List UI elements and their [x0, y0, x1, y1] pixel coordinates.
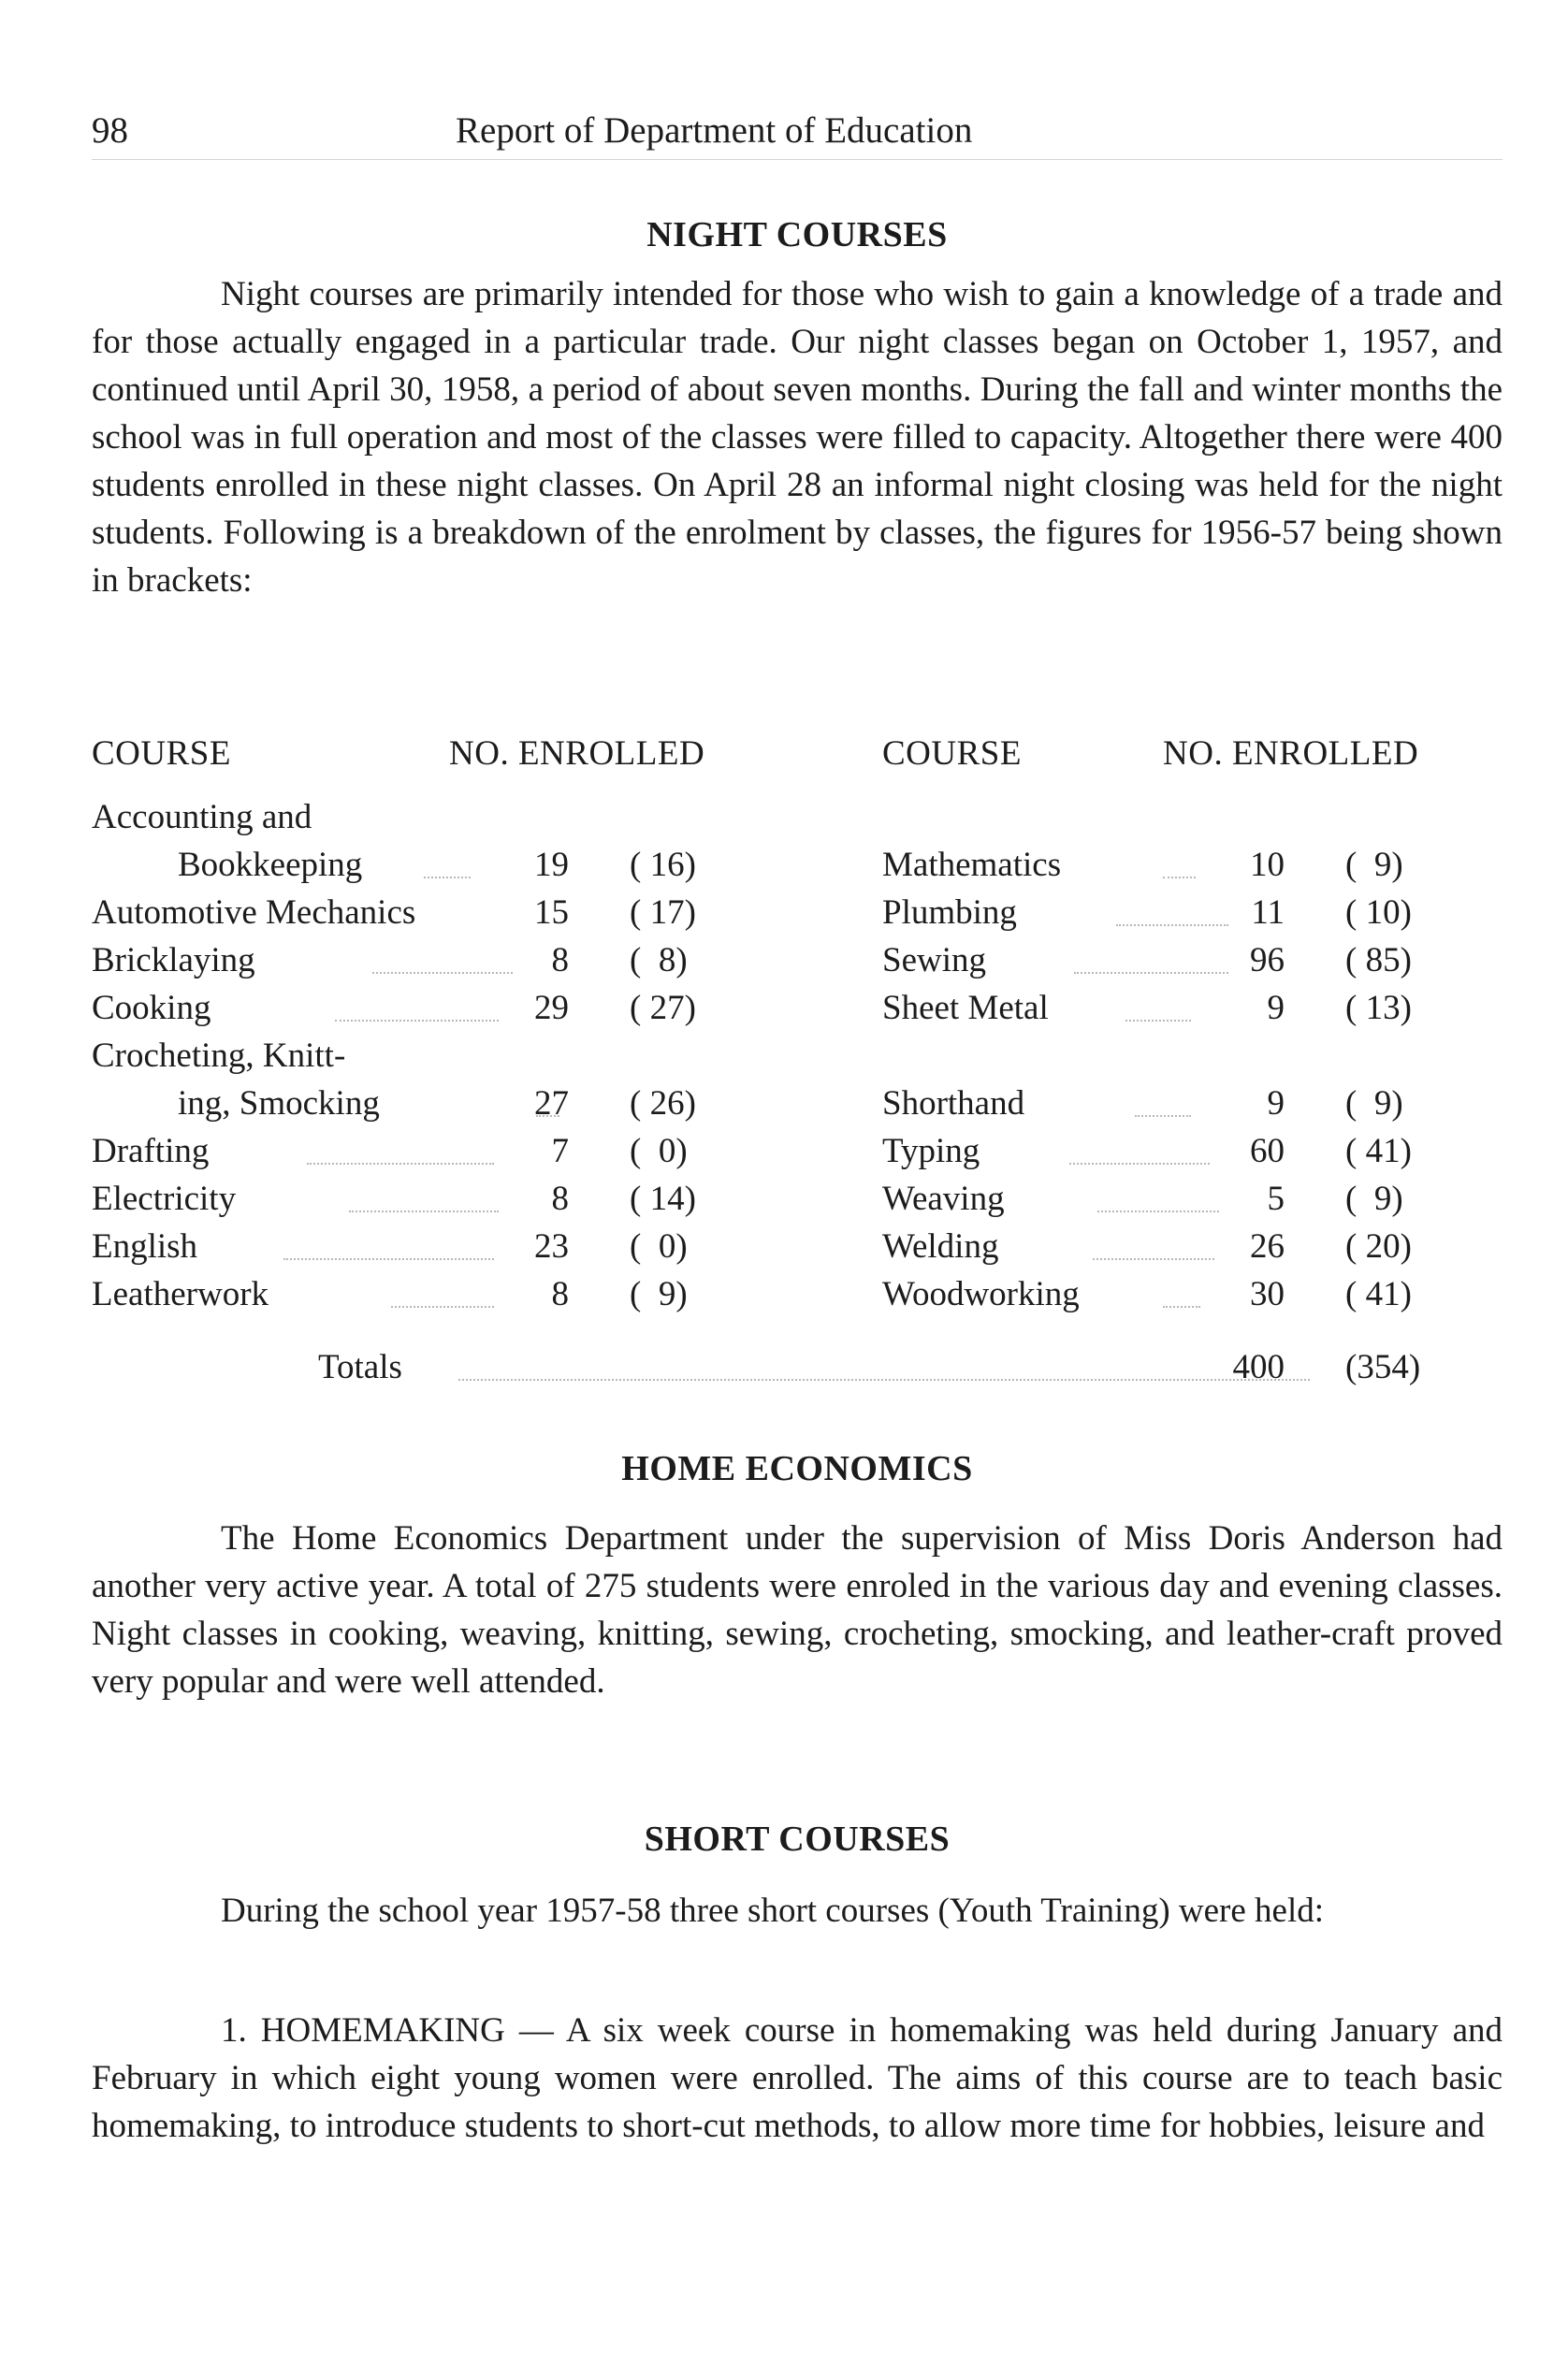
enrolled-count: 9	[1267, 989, 1285, 1027]
enrolled-count: 7	[551, 1132, 569, 1170]
table-row	[92, 1175, 765, 1223]
running-title: Report of Department of Education	[456, 110, 973, 151]
table-row	[92, 1270, 765, 1318]
enrolled-count: 23	[534, 1227, 569, 1266]
night-courses-paragraph: Night courses are primarily intended for those who wish to gain a knowledge of a trade and for those actually engaged in a particular trade. Our night classes began on October 1, 1957, and continued until April 30, 1958, a period of about seven months. During the fall and winter months the school was in full operation and most of the classes were filled to capacity. Altogether there were 400 students enrolled in these night classes. On April 28 an informal night closing was held for the night students. Following is a breakdown of the enrolment by classes, the figures for 1956-57 being shown in brackets:	[92, 275, 1503, 600]
enrolled-count: 19	[534, 846, 569, 884]
col-header-enrolled-left: NO. ENROLLED	[449, 734, 705, 773]
previous-count: ( 27)	[630, 989, 696, 1027]
running-head	[92, 105, 1503, 157]
enrolled-count: 15	[534, 893, 569, 932]
table-row	[92, 841, 765, 889]
previous-count: ( 41)	[1345, 1275, 1412, 1313]
enrolled-count: 29	[534, 989, 569, 1027]
course-name: ing, Smocking	[178, 1084, 380, 1123]
enrolled-count: 27	[534, 1084, 569, 1123]
table-row	[92, 889, 765, 936]
previous-count: ( 9)	[1345, 846, 1403, 884]
header-rule	[92, 159, 1503, 160]
table-row	[882, 1223, 1503, 1270]
enrolled-count: 26	[1250, 1227, 1285, 1266]
totals-row	[92, 1343, 1503, 1391]
course-name: Shorthand	[882, 1084, 1025, 1123]
table-row	[882, 1270, 1503, 1318]
short-courses-heading: SHORT COURSES	[644, 1820, 951, 1859]
table-row	[882, 984, 1503, 1032]
col-header-course-left: COURSE	[92, 734, 231, 773]
page-number: 98	[92, 110, 128, 151]
enrolled-count: 96	[1250, 941, 1285, 979]
course-name: Cooking	[92, 989, 211, 1027]
previous-count: ( 10)	[1345, 893, 1412, 932]
previous-count: ( 9)	[630, 1275, 688, 1313]
previous-count: ( 9)	[1345, 1180, 1403, 1218]
short-courses-intro: During the school year 1957-58 three short courses (Youth Training) were held:	[221, 1892, 1325, 1930]
table-row	[92, 1032, 765, 1080]
course-name: Accounting and	[92, 798, 312, 836]
table-row	[92, 1223, 765, 1270]
course-name: Crocheting, Knitt-	[92, 1037, 346, 1075]
course-name: Woodworking	[882, 1275, 1080, 1313]
enrolled-count: 11	[1251, 893, 1285, 932]
course-name: Drafting	[92, 1132, 210, 1170]
previous-count: ( 85)	[1345, 941, 1412, 979]
course-name: Welding	[882, 1227, 999, 1266]
short-course-item-homemaking: 1. HOMEMAKING — A six week course in homemaking was held during January and February in which eight young women were enrolled. The aims of this course are to teach basic homemaking, to introduce students to short-cut methods, to allow more time for hobbies, leisure and	[92, 2011, 1503, 2145]
table-row	[92, 936, 765, 984]
col-header-enrolled-right: NO. ENROLLED	[1163, 734, 1419, 773]
dot-leader	[372, 972, 513, 974]
table-row	[882, 1127, 1503, 1175]
table-row	[92, 1080, 765, 1127]
course-name: Bookkeeping	[178, 846, 363, 884]
previous-count: ( 41)	[1345, 1132, 1412, 1170]
document-page	[92, 0, 1503, 2378]
previous-count: ( 26)	[630, 1084, 696, 1123]
enrolled-count: 9	[1267, 1084, 1285, 1123]
previous-count: ( 0)	[630, 1132, 688, 1170]
course-name: English	[92, 1227, 198, 1266]
home-economics-paragraph: The Home Economics Department under the supervision of Miss Doris Anderson had another very active year. A total of 275 students were enroled in the various day and evening classes. Night classes in cooking, weaving, knitting, sewing, crocheting, smocking, and leather-craft proved very popular and were well attended.	[92, 1519, 1503, 1701]
table-row	[882, 1175, 1503, 1223]
course-name: Plumbing	[882, 893, 1017, 932]
dot-leader	[283, 1258, 494, 1260]
dot-leader	[307, 1163, 494, 1165]
night-courses-heading: NIGHT COURSES	[646, 215, 948, 254]
previous-count: ( 13)	[1345, 989, 1412, 1027]
table-row	[882, 936, 1503, 984]
enrolled-count: 8	[551, 941, 569, 979]
course-name: Electricity	[92, 1180, 237, 1218]
totals-previous: (354)	[1345, 1348, 1421, 1386]
table-row	[92, 984, 765, 1032]
dot-leader	[335, 1020, 499, 1022]
previous-count: ( 9)	[1345, 1084, 1403, 1123]
previous-count: ( 17)	[630, 893, 696, 932]
enrolled-count: 5	[1267, 1180, 1285, 1218]
table-row	[92, 1127, 765, 1175]
previous-count: ( 0)	[630, 1227, 688, 1266]
table-row	[882, 841, 1503, 889]
enrolled-count: 8	[551, 1275, 569, 1313]
previous-count: ( 16)	[630, 846, 696, 884]
course-name: Leatherwork	[92, 1275, 269, 1313]
table-row	[92, 793, 765, 841]
home-economics-heading: HOME ECONOMICS	[621, 1449, 973, 1488]
table-row	[882, 889, 1503, 936]
table-row	[882, 1080, 1503, 1127]
previous-count: ( 14)	[630, 1180, 696, 1218]
col-header-course-right: COURSE	[882, 734, 1022, 773]
course-name: Bricklaying	[92, 941, 255, 979]
totals-label: Totals	[318, 1348, 402, 1386]
enrolled-count: 8	[551, 1180, 569, 1218]
course-name: Automotive Mechanics	[92, 893, 416, 932]
dot-leader	[391, 1306, 494, 1308]
previous-count: ( 20)	[1345, 1227, 1412, 1266]
course-name: Typing	[882, 1132, 980, 1170]
enrolled-count: 60	[1250, 1132, 1285, 1170]
course-name: Sheet Metal	[882, 989, 1049, 1027]
enrolled-count: 30	[1250, 1275, 1285, 1313]
dot-leader	[424, 877, 471, 878]
course-name: Sewing	[882, 941, 986, 979]
previous-count: ( 8)	[630, 941, 688, 979]
course-name: Weaving	[882, 1180, 1005, 1218]
totals-enrolled: 400	[1232, 1348, 1285, 1386]
course-name: Mathematics	[882, 846, 1062, 884]
dot-leader	[349, 1211, 499, 1212]
enrolled-count: 10	[1250, 846, 1285, 884]
